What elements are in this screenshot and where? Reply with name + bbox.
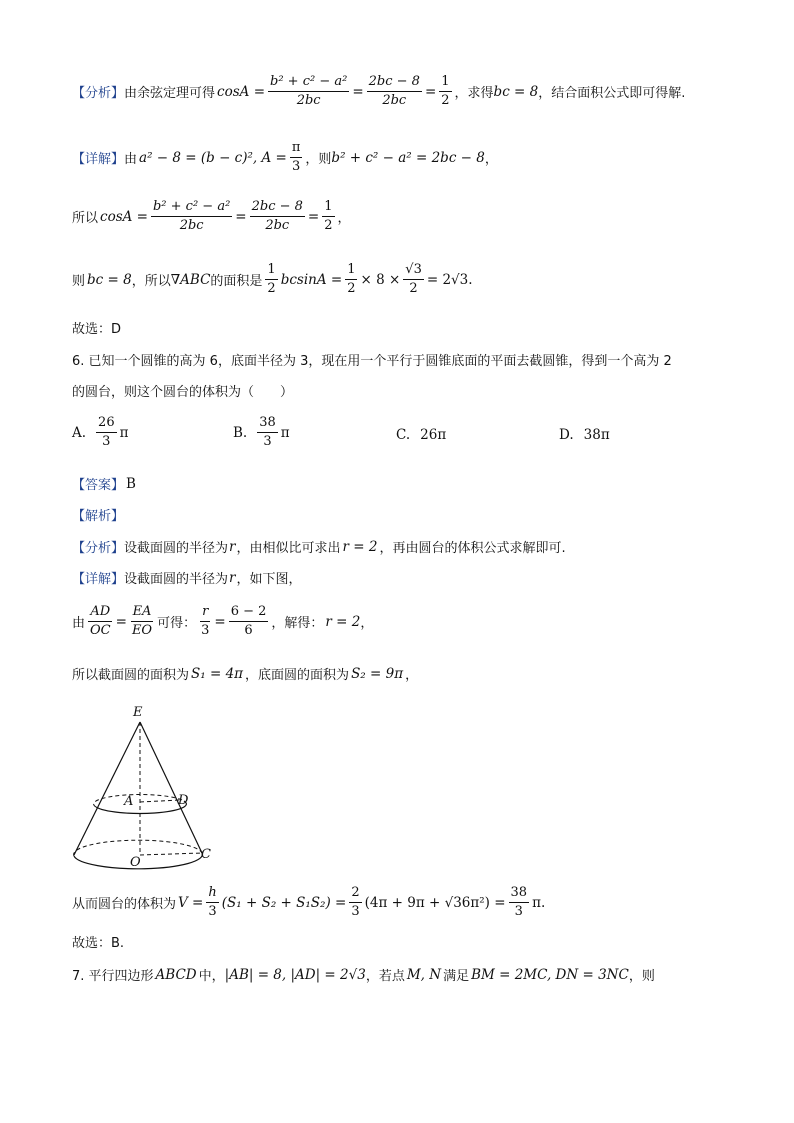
explain-tag: 【解析】 [72,509,125,524]
choice-b-line: 故选：B. [72,936,125,951]
cone-right-edge [140,722,202,853]
option-c[interactable]: C. 26π [396,427,447,443]
detail-line-2: 所以 cosA = $\frac{\text{b² + c² − a²}}{2bc}$ = $\frac{2bc - 8}{2bc}$ = $\frac{1}{2}$ ， [72,199,351,234]
analysis-tag: 【分析】 [72,86,125,102]
option-b-fraction: $\frac{38}{3}$ [259,415,276,450]
cone-frustum-diagram [60,700,230,875]
detail-line-3: 则 bc = 8 ，所以 ∇ABC 的面积是 $\frac{1}{2}$ bcsinA = $\frac{1}{2}$ × 8 × $\frac{√3}{2}$ = 2√3 . [72,262,473,297]
radius-oc [140,853,202,855]
vector-conditions: BM = 2MC, DN = 3NC [471,966,629,983]
radius-ad [140,800,180,802]
answer-line [72,474,136,493]
answer-tag: 【答案】 [72,478,125,493]
cos-a: cosA = [217,83,265,100]
fraction-2bc-8: $\frac{2bc - 8}{2bc}$ [368,74,420,109]
vector-lengths: |AB| = 8, |AD| = 2√3 [224,966,366,983]
choice-d-line: 故选：D [72,322,122,337]
detail-line-1: 【详解】 由 a² − 8 = (b − c)², A = $\frac{\pi}{3}$ ，则 b² + c² − a² = 2bc − 8 ， [72,140,498,175]
fraction-law-of-cosines: $\frac{\text{b² + c² − a²}}{2bc}$ [270,74,348,109]
volume-line: 从而圆台的体积为 V = $\frac{h}{3}$ (S₁ + S₂ + S₁S₂) = $\frac{2}{3}$ (4π + 9π + √36π²) = $\frac{38}{3}$ π. [72,885,546,920]
option-b[interactable]: B. $\frac{38}{3}$ π [233,415,290,450]
question-6-line-1: 6. 已知一个圆锥的高为 6，底面半径为 3，现在用一个平行于圆锥底面的平面去截圆锥，得到一个高为 2 [72,354,672,369]
analysis-line-1: 【分析】 由余弦定理可得 cosA = $\frac{\text{b² + c² − a²}}{2bc}$ = $\frac{2bc - 8}{2bc}$ = $\frac{1}{2}$ ，求得 bc = 8 ，结合面积公式即可得解. [72,74,686,109]
option-a[interactable]: A. $\frac{26}{3}$ π [72,415,129,450]
bc-equals-8: bc = 8 [493,83,539,100]
label-c: C [201,847,211,862]
option-d[interactable]: D. 38π [559,427,610,443]
fraction-half-2: $\frac{1}{2}$ [324,199,333,234]
question-7-line: 7. 平行四边形 ABCD 中， |AB| = 8, |AD| = 2√3 ，若点 M, N 满足 BM = 2MC, DN = 3NC ，则 [72,966,655,984]
fraction-half: $\frac{1}{2}$ [441,74,450,109]
triangle-abc: ∇ABC [170,271,211,288]
option-a-fraction: $\frac{26}{3}$ [98,415,115,450]
fraction-r-3: $\frac{r}{3}$ [201,604,210,639]
fraction-ad-oc: $\frac{AD}{OC}$ [90,604,111,639]
fraction-half-4: $\frac{1}{2}$ [347,262,356,297]
ratio-line: 由 $\frac{AD}{OC}$ = $\frac{EA}{EO}$ 可得： $\frac{r}{3}$ = $\frac{6 - 2}{6}$ ，解得： r = 2 ， [72,604,374,639]
fraction-2bc-8-2: $\frac{2bc - 8}{2bc}$ [251,199,303,234]
fraction-sqrt3-2: $\frac{√3}{2}$ [405,262,422,297]
area-line: 所以截面圆的面积为 S₁ = 4π ，底面圆的面积为 S₂ = 9π ， [72,665,419,683]
fraction-pi-3: $\frac{\pi}{3}$ [291,140,301,175]
fraction-4-6: $\frac{6 - 2}{6}$ [230,604,267,639]
label-e: E [133,705,143,720]
label-d: D [178,793,189,808]
cone-left-edge [74,722,140,855]
fraction-law-of-cosines-2: $\frac{\text{b² + c² − a²}}{2bc}$ [152,199,231,234]
fraction-half-3: $\frac{1}{2}$ [267,262,276,297]
derived-equation: b² + c² − a² = 2bc − 8 [331,149,485,166]
top-circle-front [96,801,186,813]
q6-detail-line: 【详解】 设截面圆的半径为 r ，如下图， [72,569,302,587]
analysis-text: 由余弦定理可得 [124,86,216,102]
fraction-2-3: $\frac{2}{3}$ [351,885,360,920]
fraction-ea-eo: $\frac{EA}{EO}$ [131,604,153,639]
label-o: O [130,855,141,870]
explain-line [72,505,124,524]
q6-analysis-line: 【分析】 设截面圆的半径为 r ，由相似比可求出 r = 2 ，再由圆台的体积公式求解即可. [72,538,566,556]
question-6-line-2: 的圆台，则这个圆台的体积为（ ） [72,385,294,400]
label-a: A [124,794,134,809]
fraction-38-3: $\frac{38}{3}$ [510,885,528,920]
given-equation: a² − 8 = (b − c)², A = [139,149,287,166]
fraction-h-3: $\frac{h}{3}$ [208,885,217,920]
answer-value: B [126,475,136,492]
detail-tag: 【详解】 [72,152,125,168]
